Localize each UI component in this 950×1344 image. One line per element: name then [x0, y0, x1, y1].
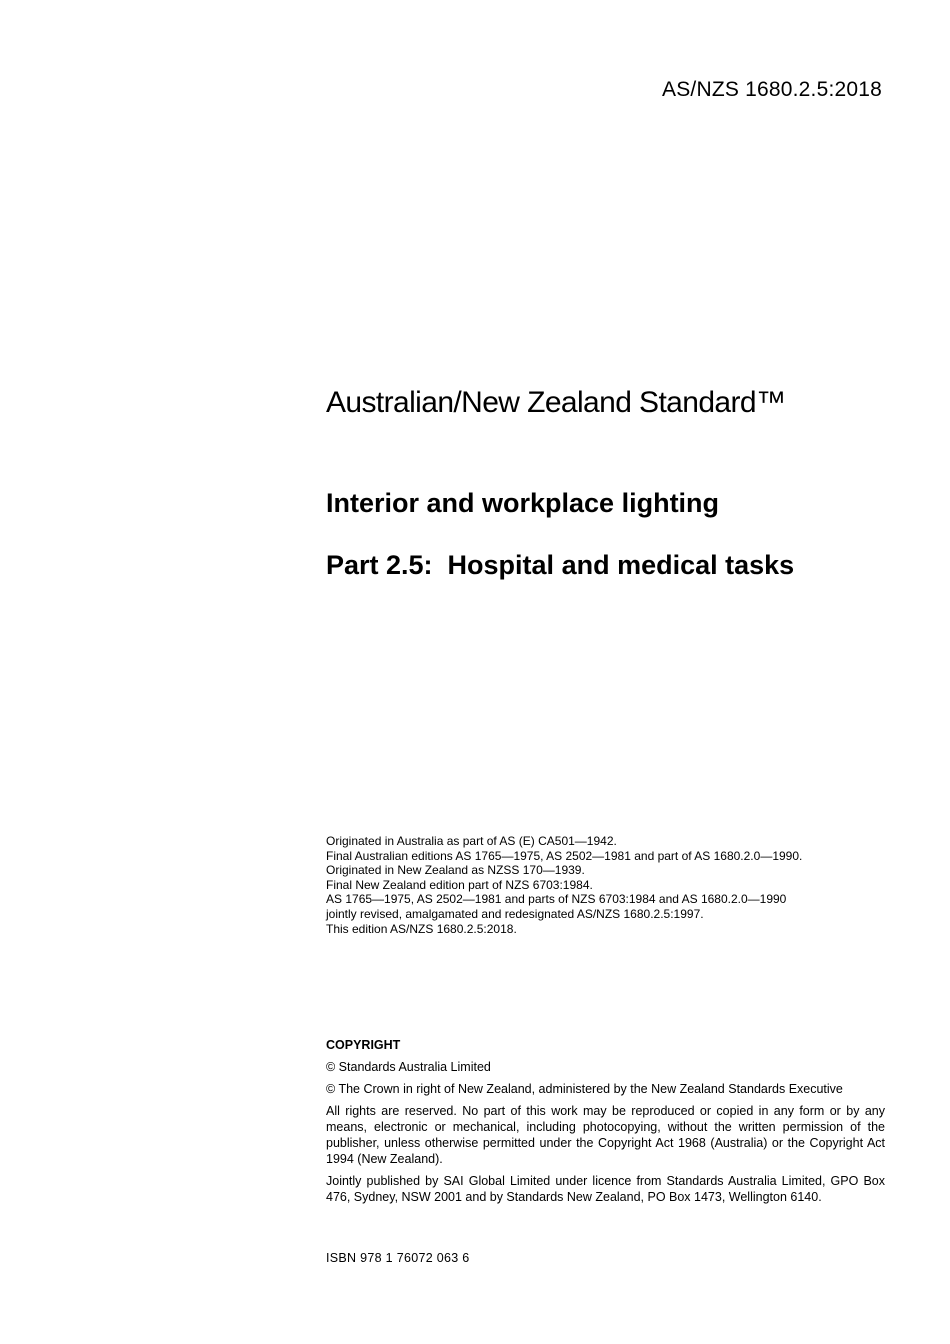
copyright-section: [326, 1037, 885, 1211]
part-title: Part 2.5: Hospital and medical tasks: [326, 550, 795, 580]
publisher-notice: Jointly published by SAI Global Limited under licence from Standards Australia Limited, GPO Box 476, Sydney, NSW 2001 and by Standards New Zealand, PO Box 1473, Wellington 6140.: [326, 1174, 885, 1204]
history-line: Final New Zealand edition part of NZS 6703:1984.: [326, 877, 593, 892]
history-line: Originated in Australia as part of AS (E) CA501—1942.: [326, 834, 617, 848]
history-line: AS 1765—1975, AS 2502—1981 and parts of NZS 6703:1984 and AS 1680.2.0—1990: [326, 892, 787, 907]
copyright-owner-new-zealand: © The Crown in right of New Zealand, administered by the New Zealand Standards Executive: [326, 1082, 843, 1096]
document-number: AS/NZS 1680.2.5:2018: [662, 78, 882, 101]
rights-reserved-notice: All rights are reserved. No part of this work may be reproduced or copied in any form or by any means, electronic or mechanical, including photocopying, without the written permission of the publisher, unless otherwise permitted under the Copyright Act 1968 (Australia) or the Copyright Act 1994 (New Zealand).: [326, 1104, 885, 1166]
isbn: ISBN 978 1 76072 063 6: [326, 1251, 470, 1265]
copyright-owner-australia: © Standards Australia Limited: [326, 1060, 491, 1074]
history-line: This edition AS/NZS 1680.2.5:2018.: [326, 921, 517, 936]
edition-history: [326, 834, 886, 936]
standard-series-title: Australian/New Zealand Standard™: [326, 386, 786, 419]
document-title: Interior and workplace lighting: [326, 488, 720, 518]
history-line: jointly revised, amalgamated and redesignated AS/NZS 1680.2.5:1997.: [326, 906, 704, 921]
copyright-heading: COPYRIGHT: [326, 1038, 401, 1052]
history-line: Final Australian editions AS 1765—1975, AS 2502—1981 and part of AS 1680.2.0—1990.: [326, 848, 803, 863]
history-line: Originated in New Zealand as NZSS 170—1939.: [326, 863, 585, 878]
